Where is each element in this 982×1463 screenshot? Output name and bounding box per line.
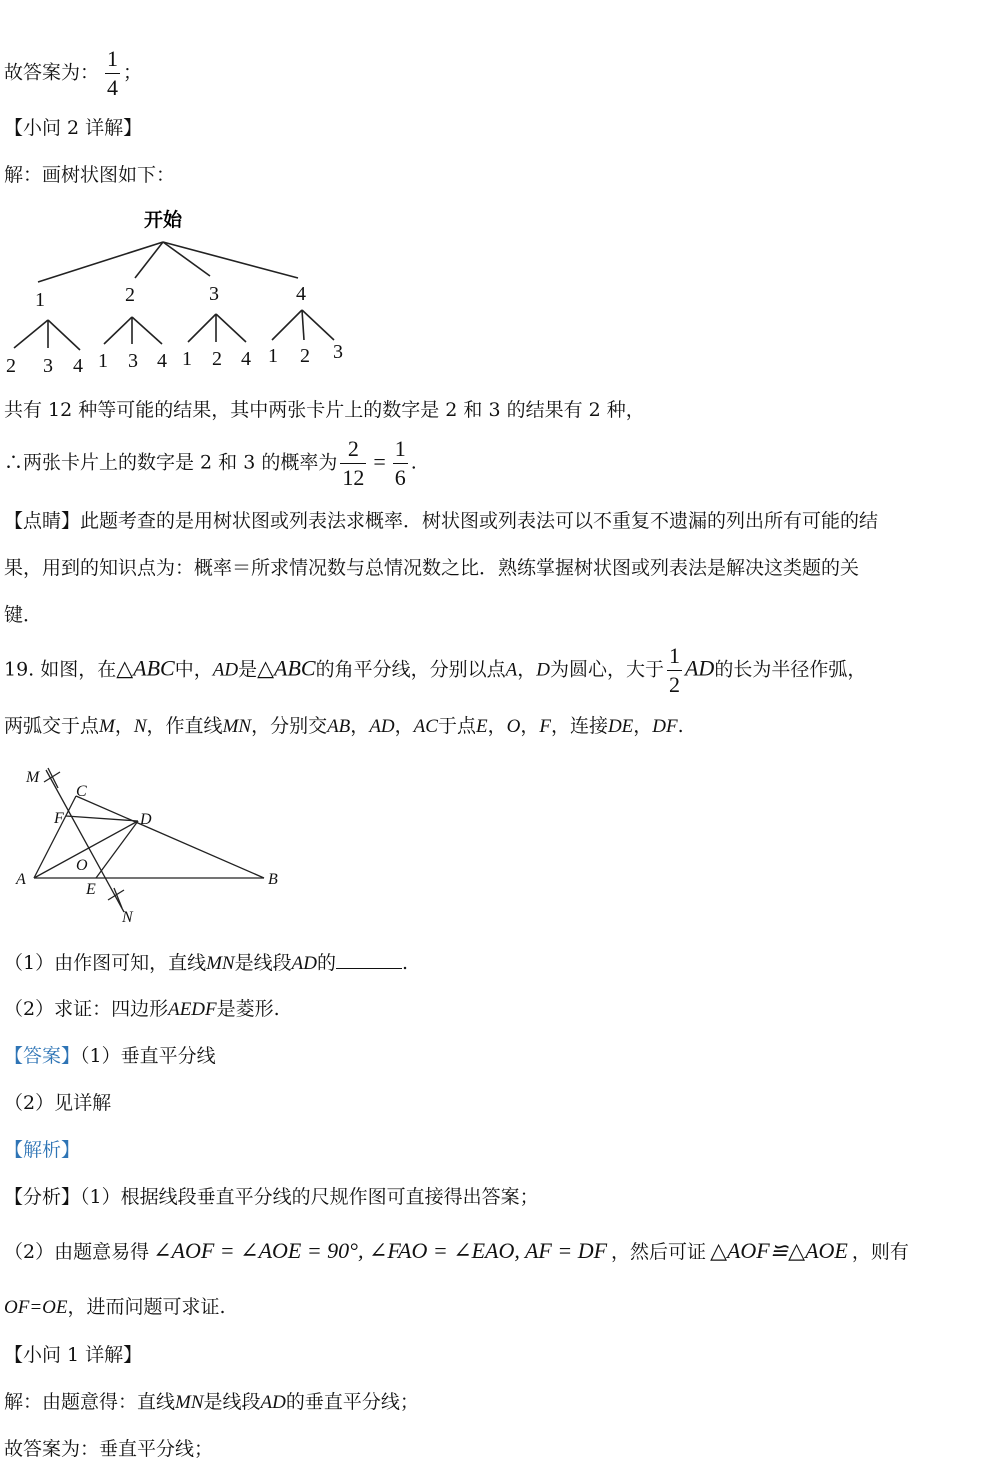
seg: DE [607, 716, 634, 737]
label-a: A [16, 871, 26, 888]
question-19-line-2 [4, 714, 684, 739]
answer-line-2: （2）见详解 [4, 1092, 112, 1114]
frac-den: 6 [394, 465, 406, 490]
geometry-figure [10, 760, 310, 930]
label-f: F [54, 810, 64, 827]
tree-l1-3: 4 [296, 283, 306, 305]
answer-line [4, 1044, 216, 1068]
tree-l2: 3 [333, 341, 343, 363]
fraction [340, 437, 366, 490]
triangle-abc: △ABC [116, 655, 175, 681]
seg: AB [327, 716, 351, 737]
text: ， [633, 715, 653, 737]
text: ， [350, 715, 370, 737]
text: ， [520, 715, 540, 737]
frac-den: 2 [668, 672, 680, 697]
analysis-line-3 [4, 1295, 226, 1320]
subquestion-1 [4, 950, 408, 976]
subq2-heading: 【小问 2 详解】 [4, 117, 143, 139]
text: ， [517, 658, 537, 681]
text: 的角平分线，分别以点 [315, 658, 506, 681]
equals: = [373, 448, 386, 474]
seg: AC [413, 716, 438, 737]
tree-l2: 2 [6, 355, 16, 377]
text: 为圆心，大于 [549, 658, 664, 681]
label-o: O [76, 857, 88, 874]
frac-num: 1 [668, 643, 680, 668]
text: 的长为半径作弧， [714, 658, 867, 681]
text: 19. 如图，在 [4, 658, 117, 681]
subquestion-2 [4, 997, 280, 1022]
text: 中， [174, 658, 213, 681]
results-count: 共有 12 种等可能的结果，其中两张卡片上的数字是 2 和 3 的结果有 2 种， [4, 399, 645, 421]
probability-line [4, 437, 417, 490]
seg: AD [212, 659, 239, 681]
label-d: D [140, 811, 152, 828]
frac-bar [667, 670, 682, 671]
dianjing-line-3: 键． [4, 604, 43, 626]
pt: E [475, 716, 488, 737]
pt: O [506, 716, 521, 737]
tree-l2: 3 [128, 350, 138, 372]
math-expression: ∠AOF = ∠AOE = 90°, ∠FAO = ∠EAO, AF = DF [153, 1238, 608, 1263]
tree-root: 开始 [143, 210, 183, 231]
text: 的 [316, 952, 336, 974]
dianjing-line-2: 果，用到的知识点为：概率＝所求情况数与总情况数之比．熟练掌握树状图或列表法是解决这类题的关 [4, 557, 860, 579]
pt: N [133, 716, 147, 737]
analysis-tag: 【解析】 [4, 1139, 81, 1161]
seg: AD [684, 655, 715, 681]
text: . [401, 952, 408, 974]
quad: AEDF [168, 999, 217, 1020]
tree-l1-1: 2 [125, 284, 135, 306]
seg: MN [206, 953, 235, 974]
text: （1）由作图可知，直线 [4, 952, 207, 974]
text: ，连接 [550, 715, 608, 737]
frac-den: 12 [342, 465, 365, 490]
seg: AD [369, 716, 395, 737]
text: ，作直线 [146, 715, 223, 737]
frac-num: 1 [107, 46, 119, 71]
text: . [677, 715, 684, 737]
solution-intro: 解：画树状图如下： [4, 164, 176, 186]
subq1-solution [4, 1390, 419, 1415]
fraction-half [667, 644, 682, 697]
text: 是 [238, 658, 258, 681]
analysis-line-1: 【分析】（1）根据线段垂直平分线的尺规作图可直接得出答案； [4, 1186, 539, 1208]
tree-l2: 2 [300, 345, 310, 367]
text: 是线段 [203, 1391, 261, 1413]
subq1-heading: 【小问 1 详解】 [4, 1344, 143, 1366]
pt: D [536, 659, 550, 681]
text: . [410, 451, 417, 474]
tree-l2: 2 [212, 348, 222, 370]
text: （1）垂直平分线 [80, 1045, 216, 1067]
seg: DF [652, 716, 678, 737]
seg: AD [291, 953, 317, 974]
text: 解：由题意得：直线 [4, 1391, 176, 1413]
seg: AD [260, 1392, 286, 1413]
tree-l1-0: 1 [35, 289, 45, 311]
tree-l2: 1 [182, 348, 192, 370]
text: ，进而问题可求证. [67, 1296, 226, 1318]
tree-l2: 1 [98, 350, 108, 372]
frac-bar [105, 73, 120, 74]
text: ； [123, 61, 143, 84]
tree-l2: 4 [73, 355, 83, 377]
label-m: M [26, 769, 40, 786]
label-b: B [268, 871, 278, 888]
text: 于点 [437, 715, 476, 737]
tree-l1-2: 3 [209, 283, 219, 305]
text: ，则有 [851, 1241, 909, 1263]
frac-bar [340, 463, 366, 464]
text: （2）由题意易得 [4, 1241, 150, 1263]
tree-l2: 3 [43, 355, 53, 377]
text: ，然后可证 [611, 1241, 707, 1263]
seg: MN [175, 1392, 204, 1413]
frac-num: 2 [347, 436, 359, 461]
answer-blank [336, 950, 402, 969]
tree-diagram [0, 200, 360, 380]
label-e: E [86, 881, 96, 898]
seg: MN [222, 716, 252, 737]
dianjing-line-1: 【点睛】此题考查的是用树状图或列表法求概率．树状图或列表法可以不重复不遗漏的列出所有可能的结 [4, 510, 879, 532]
text: 故答案为： [4, 61, 100, 84]
text: 是菱形. [216, 998, 280, 1020]
pt: M [99, 716, 115, 737]
fraction [105, 47, 120, 100]
pt: A [505, 659, 518, 681]
subq1-answer: 故答案为：垂直平分线； [4, 1438, 214, 1460]
frac-den: 4 [107, 75, 119, 100]
text: 是线段 [234, 952, 292, 974]
text: ， [394, 715, 414, 737]
answer-tag: 【答案】 [4, 1045, 81, 1067]
answer-line-1 [4, 47, 142, 100]
text: ∴两张卡片上的数字是 2 和 3 的概率为 [4, 451, 338, 474]
text: 两弧交于点 [4, 715, 100, 737]
label-c: C [76, 783, 87, 800]
triangle-abc: △ABC [257, 655, 316, 681]
question-19-line-1 [4, 644, 866, 697]
text: ，分别交 [251, 715, 328, 737]
frac-bar [393, 463, 408, 464]
congruence: △AOF≌△AOE [710, 1238, 848, 1263]
text: ， [114, 715, 134, 737]
tree-l2: 1 [268, 345, 278, 367]
pt: F [539, 716, 551, 737]
analysis-line-2 [4, 1239, 909, 1264]
equation: OF=OE [4, 1297, 68, 1318]
label-n: N [122, 909, 133, 926]
text: ， [487, 715, 507, 737]
text: 的垂直平分线； [285, 1391, 419, 1413]
tree-l2: 4 [157, 350, 167, 372]
tree-l2: 4 [241, 348, 251, 370]
frac-num: 1 [394, 436, 406, 461]
fraction [393, 437, 408, 490]
text: （2）求证：四边形 [4, 998, 169, 1020]
